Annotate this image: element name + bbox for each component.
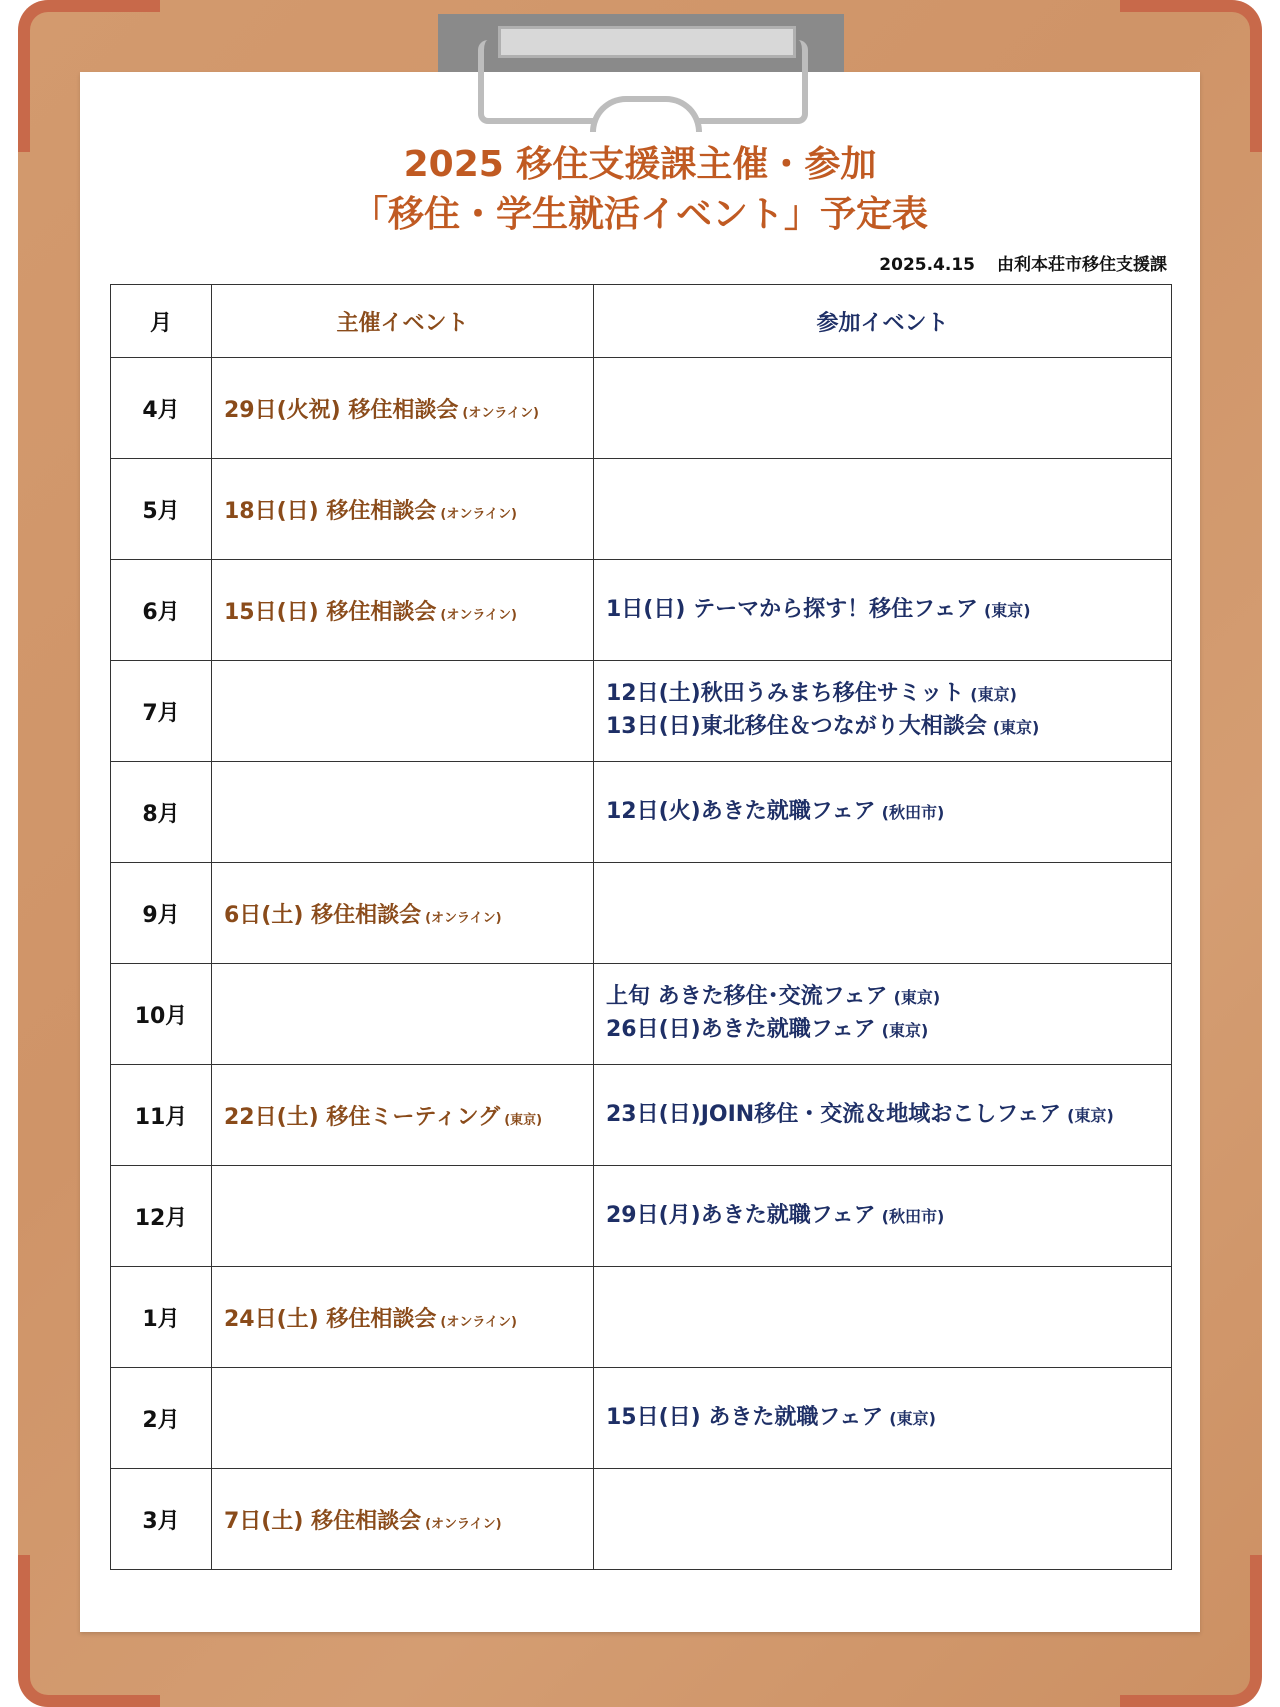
dateline: [879, 250, 1167, 275]
header-joined-events: 参加イベント: [594, 285, 1172, 358]
joined-event-cell: [594, 661, 1172, 762]
schedule-table: [110, 284, 1172, 1570]
month-cell: 8月: [111, 762, 212, 863]
joined-event-location: (秋田市): [881, 802, 945, 822]
host-event-cell: [212, 1267, 594, 1368]
joined-event-text: 29日(月)あきた就職フェア: [606, 1202, 876, 1228]
host-event-text: 18日(日) 移住相談会: [224, 498, 437, 524]
host-event-note: (オンライン): [425, 910, 502, 926]
month-cell: 7月: [111, 661, 212, 762]
host-event-text: 24日(土) 移住相談会: [224, 1306, 437, 1332]
month-cell: 12月: [111, 1166, 212, 1267]
month-cell: 1月: [111, 1267, 212, 1368]
joined-event-location: (東京): [992, 718, 1040, 737]
joined-event-cell: [594, 358, 1172, 459]
table-row: [111, 459, 1172, 560]
clip-ring-hump: [590, 96, 702, 132]
joined-event-cell: [594, 560, 1172, 661]
table-row: [111, 560, 1172, 661]
host-event-cell: [212, 1368, 594, 1469]
host-event-note: (オンライン): [462, 405, 539, 421]
joined-event-location: (東京): [970, 685, 1017, 704]
clip-plate: [498, 26, 796, 58]
host-event-cell: [212, 459, 594, 560]
month-cell: 4月: [111, 358, 212, 459]
joined-event-location: (東京): [983, 600, 1031, 620]
host-event-cell: [212, 762, 594, 863]
joined-event-line: [606, 1402, 1159, 1435]
header-month: 月: [111, 285, 212, 358]
joined-event-line: [606, 1099, 1159, 1132]
month-cell: 6月: [111, 560, 212, 661]
joined-event-text: 12日(火)あきた就職フェア: [606, 798, 876, 824]
host-event-cell: [212, 661, 594, 762]
month-cell: 10月: [111, 964, 212, 1065]
table-header-row: [111, 285, 1172, 358]
month-cell: 5月: [111, 459, 212, 560]
host-event-cell: [212, 1166, 594, 1267]
joined-event-line: [606, 796, 1159, 829]
host-event-text: 6日(土) 移住相談会: [224, 902, 422, 928]
joined-event-text: 12日(土)秋田うみまち移住サミット: [606, 681, 965, 706]
joined-event-text: 15日(日) あきた就職フェア: [606, 1404, 884, 1430]
joined-event-line: [606, 594, 1159, 627]
joined-event-line: [606, 678, 1159, 711]
table-row: [111, 661, 1172, 762]
schedule-body: [111, 358, 1172, 1570]
title-line-2: 「移住・学生就活イベント」予定表: [351, 194, 928, 235]
host-event-note: (東京): [504, 1112, 543, 1128]
joined-event-cell: [594, 1469, 1172, 1570]
joined-event-cell: [594, 1368, 1172, 1469]
joined-event-cell: [594, 459, 1172, 560]
table-row: [111, 1368, 1172, 1469]
table-row: [111, 762, 1172, 863]
month-cell: 9月: [111, 863, 212, 964]
host-event-text: 15日(日) 移住相談会: [224, 599, 437, 625]
header-host-events: 主催イベント: [212, 285, 594, 358]
joined-event-cell: [594, 762, 1172, 863]
joined-event-line: [606, 981, 1159, 1014]
host-event-note: (オンライン): [440, 1314, 517, 1330]
joined-event-location: (東京): [1067, 1105, 1114, 1125]
title-line-1: 2025 移住支援課主催・参加: [403, 144, 877, 185]
host-event-cell: [212, 863, 594, 964]
joined-event-location: (東京): [889, 1408, 936, 1428]
joined-event-cell: [594, 964, 1172, 1065]
table-row: [111, 1469, 1172, 1570]
joined-event-line: [606, 1200, 1159, 1233]
host-event-text: 22日(土) 移住ミーティング: [224, 1104, 501, 1130]
host-event-note: (オンライン): [440, 607, 517, 623]
table-row: [111, 964, 1172, 1065]
page-title: [80, 140, 1200, 240]
joined-event-cell: [594, 863, 1172, 964]
joined-event-location: (東京): [893, 988, 941, 1007]
host-event-cell: [212, 964, 594, 1065]
joined-event-cell: [594, 1267, 1172, 1368]
joined-event-location: (秋田市): [881, 1206, 945, 1226]
joined-event-text: 1日(日) テーマから探す！移住フェア: [606, 596, 978, 622]
host-event-note: (オンライン): [440, 506, 517, 522]
host-event-cell: [212, 1469, 594, 1570]
table-row: [111, 863, 1172, 964]
table-row: [111, 1166, 1172, 1267]
joined-event-location: (東京): [881, 1021, 929, 1040]
joined-event-cell: [594, 1166, 1172, 1267]
table-row: [111, 358, 1172, 459]
host-event-text: 7日(土) 移住相談会: [224, 1508, 422, 1534]
joined-event-line: [606, 711, 1159, 744]
table-row: [111, 1065, 1172, 1166]
issue-date: 2025.4.15: [879, 255, 975, 275]
organization-name: 由利本荘市移住支援課: [997, 255, 1167, 275]
table-row: [111, 1267, 1172, 1368]
host-event-cell: [212, 560, 594, 661]
host-event-cell: [212, 358, 594, 459]
joined-event-text: 上旬 あきた移住･交流フェア: [606, 984, 888, 1009]
joined-event-text: 23日(日)JOIN移住・交流＆地域おこしフェア: [606, 1101, 1062, 1127]
joined-event-cell: [594, 1065, 1172, 1166]
month-cell: 11月: [111, 1065, 212, 1166]
joined-event-line: [606, 1014, 1159, 1047]
host-event-note: (オンライン): [425, 1516, 502, 1532]
joined-event-text: 26日(日)あきた就職フェア: [606, 1017, 876, 1042]
host-event-cell: [212, 1065, 594, 1166]
month-cell: 3月: [111, 1469, 212, 1570]
joined-event-text: 13日(日)東北移住＆つながり大相談会: [606, 714, 987, 739]
month-cell: 2月: [111, 1368, 212, 1469]
host-event-text: 29日(火祝) 移住相談会: [224, 397, 459, 423]
